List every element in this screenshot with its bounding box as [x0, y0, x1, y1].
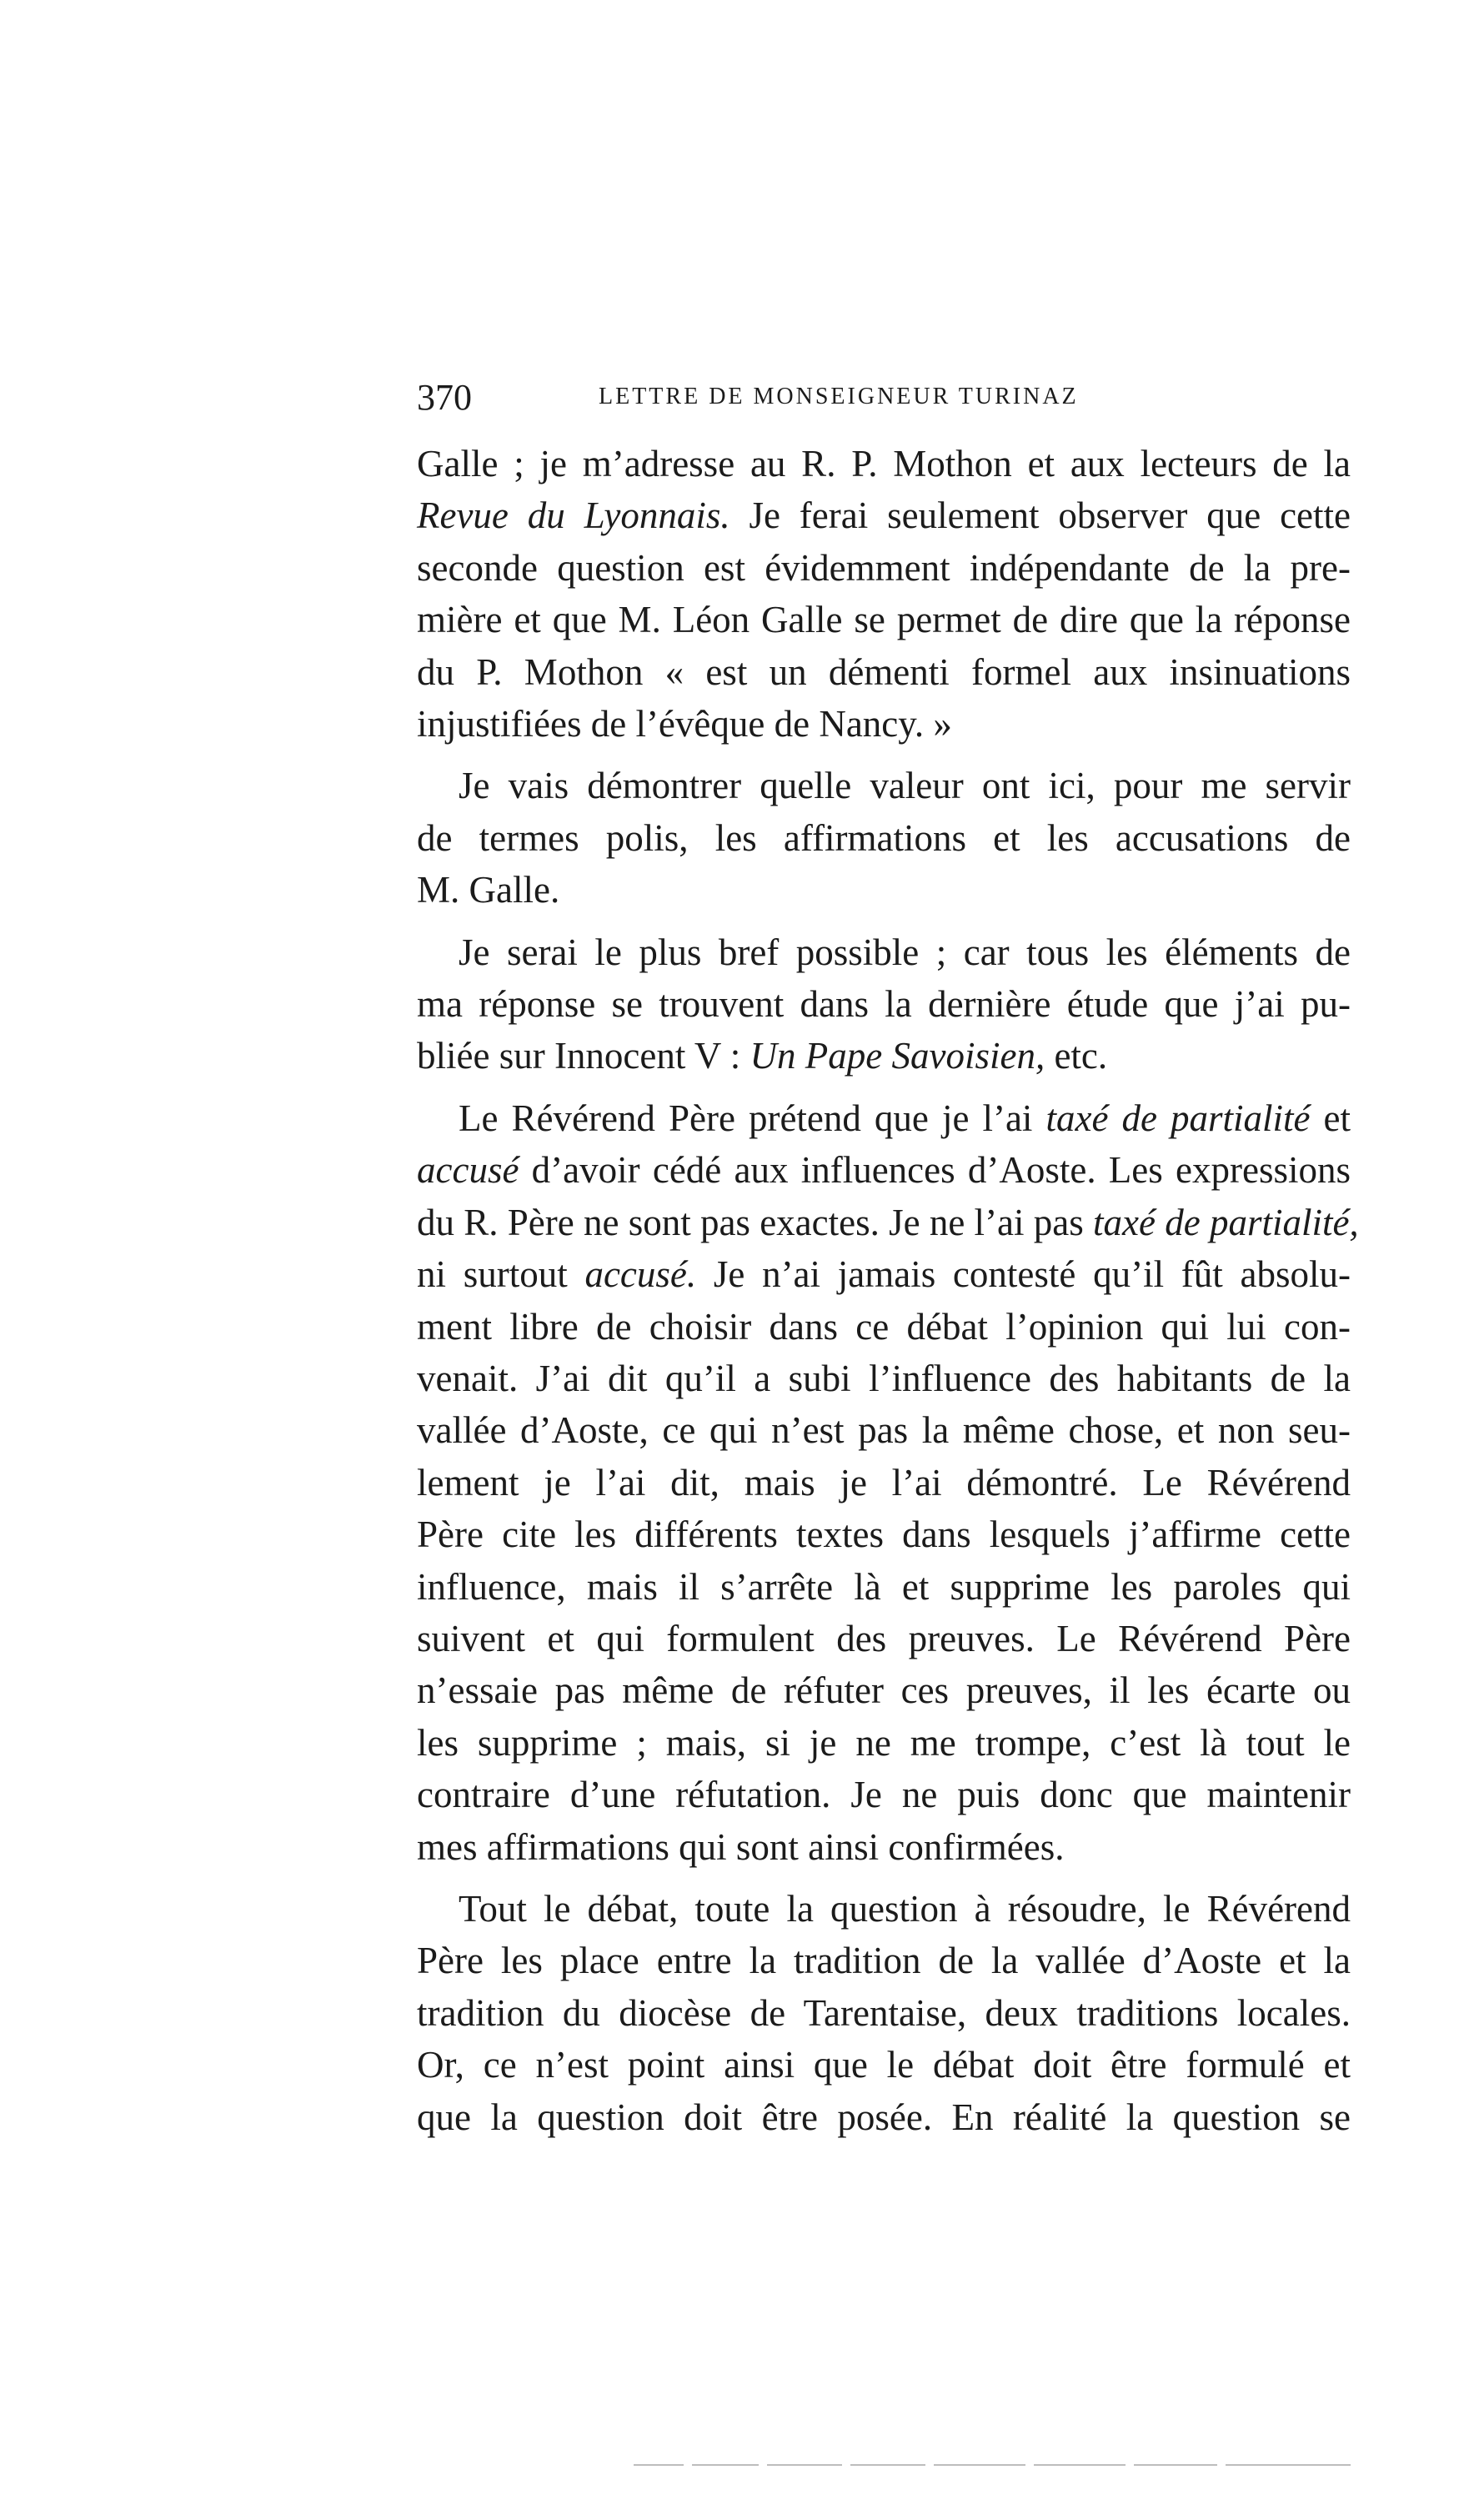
- italic-text: Un Pape Savoisien,: [750, 1035, 1045, 1077]
- text-line: [417, 1197, 1359, 1248]
- paragraph-spacer: [417, 750, 1351, 760]
- text-segment: vallée d’Aoste, ce qui n’est pas la même chose, et non seu-: [417, 1409, 1351, 1452]
- text-line: [417, 1404, 1351, 1456]
- paragraph-spacer: [417, 1873, 1351, 1883]
- text-line: [417, 1664, 1351, 1716]
- text-segment: Tout le débat, toute la question à résoudre, le Révérend: [459, 1887, 1351, 1930]
- text-line: [417, 542, 1351, 594]
- text-segment: bliée sur Innocent V :: [417, 1035, 750, 1077]
- text-segment: du P. Mothon « est un démenti formel aux insinuations: [417, 650, 1351, 693]
- text-segment: injustifiées de l’évêque de Nancy. »: [417, 703, 952, 745]
- text-segment: Je n’ai jamais contesté qu’il fût absolu-: [696, 1253, 1351, 1296]
- text-line: [417, 698, 1351, 750]
- running-head: LETTRE DE MONSEIGNEUR TURINAZ: [599, 384, 1079, 409]
- text-segment: influence, mais il s’arrête là et supprime les paroles qui: [417, 1565, 1351, 1608]
- text-segment: Le Révérend Père prétend que je l’ai: [459, 1097, 1046, 1139]
- text-segment: mes affirmations qui sont ainsi confirmées.: [417, 1825, 1065, 1868]
- text-segment: ni surtout: [417, 1253, 585, 1296]
- text-line: [417, 1092, 1351, 1144]
- text-line: [417, 1561, 1351, 1613]
- text-line: [417, 646, 1351, 698]
- text-line: [417, 812, 1351, 864]
- text-segment: lement je l’ai dit, mais je l’ai démontré. Le Révérend: [417, 1461, 1351, 1503]
- text-segment: n’essaie pas même de réfuter ces preuves, il les écarte ou: [417, 1669, 1351, 1712]
- text-segment: du R. Père ne sont pas exactes. Je ne l’ai pas: [417, 1201, 1094, 1243]
- footer-rule: [850, 2464, 925, 2466]
- text-line: [417, 864, 1351, 916]
- paragraph-spacer: [417, 1082, 1351, 1092]
- text-line: [417, 438, 1351, 489]
- text-segment: Je vais démontrer quelle valeur ont ici, pour me servir: [459, 765, 1351, 807]
- text-line: [417, 1613, 1351, 1664]
- text-segment: que la question doit être posée. En réalité la question se: [417, 2096, 1351, 2138]
- text-segment: contraire d’une réfutation. Je ne puis donc que maintenir: [417, 1774, 1351, 1816]
- text-segment: suivent et qui formulent des preuves. Le Révérend Père: [417, 1617, 1351, 1659]
- text-segment: d’avoir cédé aux influences d’Aoste. Les expressions: [519, 1149, 1351, 1192]
- text-line: [417, 489, 1351, 541]
- text-line: [417, 2091, 1351, 2143]
- text-segment: seconde question est évidemment indépendante de la pre-: [417, 546, 1351, 589]
- footer-rule: [634, 2464, 684, 2466]
- italic-text: Revue du Lyonnais.: [417, 494, 730, 537]
- footer-rule: [1134, 2464, 1217, 2466]
- text-line: [417, 926, 1351, 978]
- text-segment: ment libre de choisir dans ce débat l’opinion qui lui con-: [417, 1305, 1351, 1348]
- text-line: [417, 978, 1351, 1030]
- page-number: 370: [417, 377, 472, 418]
- text-segment: venait. J’ai dit qu’il a subi l’influence des habitants de la: [417, 1357, 1351, 1399]
- text-line: [417, 1144, 1351, 1196]
- text-line: [417, 594, 1351, 645]
- italic-text: accusé: [417, 1149, 519, 1192]
- text-segment: Père les place entre la tradition de la vallée d’Aoste et la: [417, 1940, 1351, 1982]
- text-line: [417, 1457, 1351, 1508]
- text-segment: tradition du diocèse de Tarentaise, deux traditions locales.: [417, 1991, 1351, 2034]
- footer-rule: [934, 2464, 1025, 2466]
- italic-text: accusé.: [584, 1253, 697, 1296]
- paragraph-spacer: [417, 916, 1351, 926]
- italic-text: taxé de partialité,: [1093, 1201, 1359, 1243]
- text-line: [417, 1353, 1351, 1404]
- footer-rule: [767, 2464, 842, 2466]
- text-segment: et: [1310, 1097, 1351, 1139]
- text-line: [417, 760, 1351, 811]
- text-line: [417, 2039, 1351, 2091]
- text-line: [417, 1030, 1351, 1082]
- footer-rule: [1226, 2464, 1351, 2466]
- text-segment: Galle ; je m’adresse au R. P. Mothon et aux lecteurs de la: [417, 443, 1351, 484]
- text-segment: mière et que M. Léon Galle se permet de dire que la réponse: [417, 599, 1351, 641]
- text-segment: de termes polis, les affirmations et les accusations de: [417, 816, 1351, 859]
- italic-text: taxé de partialité: [1045, 1097, 1311, 1139]
- page-header: [417, 377, 1359, 419]
- body-text: [417, 438, 1359, 2143]
- text-line: [417, 1301, 1351, 1353]
- text-line: [417, 1987, 1351, 2039]
- text-line: [417, 1508, 1351, 1560]
- footer-rule: [1034, 2464, 1126, 2466]
- text-segment: les supprime ; mais, si je ne me trompe, c’est là tout le: [417, 1721, 1351, 1764]
- text-segment: Je ferai seulement observer que cette: [729, 494, 1351, 537]
- text-segment: ma réponse se trouvent dans la dernière étude que j’ai pu-: [417, 983, 1351, 1026]
- text-line: [417, 1883, 1351, 1935]
- text-line: [417, 1935, 1351, 1986]
- text-segment: Or, ce n’est point ainsi que le débat doit être formulé et: [417, 2044, 1351, 2086]
- text-segment: Je serai le plus bref possible ; car tous les éléments de: [459, 931, 1351, 973]
- text-segment: etc.: [1045, 1035, 1108, 1077]
- text-line: [417, 1821, 1351, 1873]
- text-segment: M. Galle.: [417, 869, 560, 911]
- text-segment: Père cite les différents textes dans lesquels j’affirme cette: [417, 1514, 1351, 1556]
- text-line: [417, 1717, 1351, 1769]
- footer-rule: [692, 2464, 759, 2466]
- text-line: [417, 1769, 1351, 1820]
- text-line: [417, 1248, 1351, 1300]
